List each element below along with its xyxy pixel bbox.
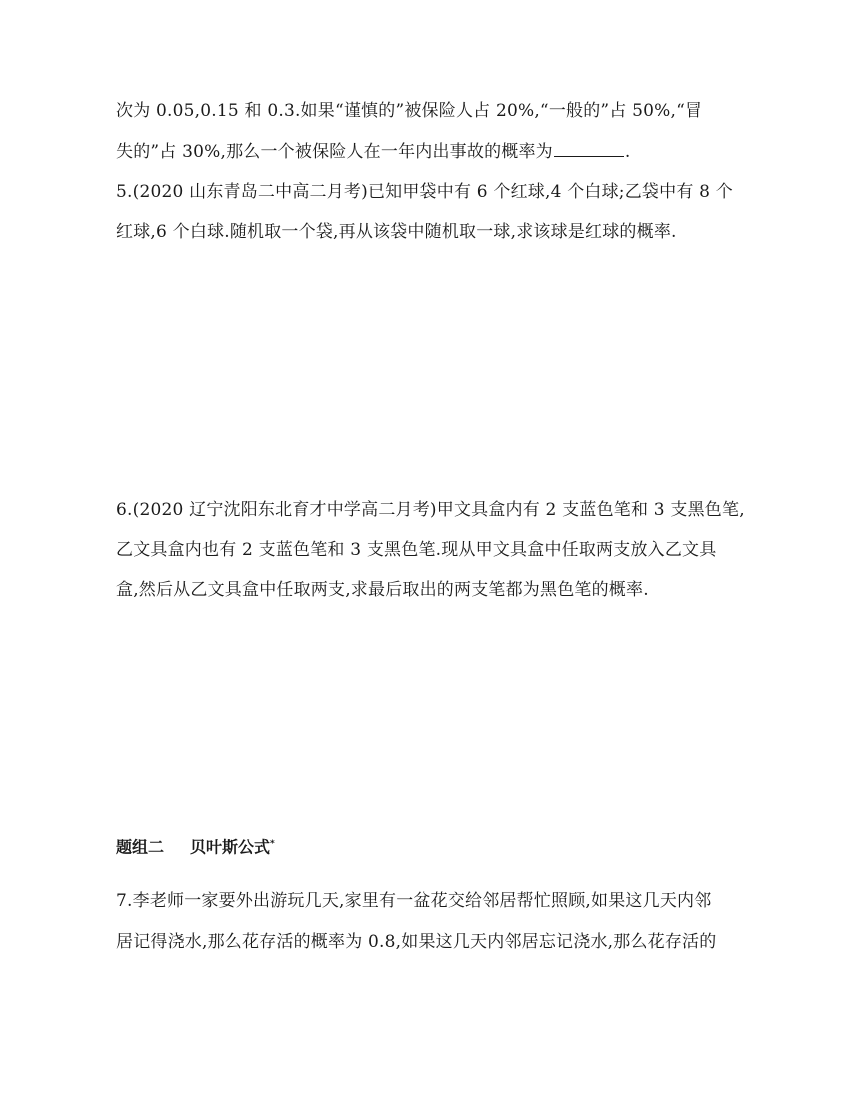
q6-text-line-3: 盒,然后从乙文具盒中任取两支,求最后取出的两支笔都为黑色笔的概率. [116,580,649,600]
q5-text-line-2: 红球,6 个白球.随机取一个袋,再从该袋中随机取一球,求该球是红球的概率. [116,222,677,242]
q4-text-line-2-start: 失的”占 30%,那么一个被保险人在一年内出事故的概率为 [116,142,553,162]
section-title: 贝叶斯公式 [190,837,271,857]
answer-blank [554,140,624,157]
q5-text-line-1: 5.(2020 山东青岛二中高二月考)已知甲袋中有 6 个红球,4 个白球;乙袋中有 8 个 [116,182,733,202]
q7-text-line-2: 居记得浇水,那么花存活的概率为 0.8,如果这几天内邻居忘记浇水,那么花存活的 [116,932,717,952]
q6-text-line-2: 乙文具盒内也有 2 支蓝色笔和 3 支黑色笔.现从甲文具盒中任取两支放入乙文具 [116,540,717,560]
q4-text-line-2 [116,140,756,164]
q4-text-line-1: 次为 0.05,0.15 和 0.3.如果“谨慎的”被保险人占 20%,“一般的”占 50%,“冒 [116,101,703,121]
q7-text-line-1: 7.李老师一家要外出游玩几天,家里有一盆花交给邻居帮忙照顾,如果这几天内邻 [116,891,712,911]
section-star-mark: * [270,839,275,849]
q4-text-line-2-end: . [624,142,631,162]
section-group-label: 题组二 [116,837,165,857]
section-heading [116,832,275,859]
q6-text-line-1: 6.(2020 辽宁沈阳东北育才中学高二月考)甲文具盒内有 2 支蓝色笔和 3 支黑色笔, [116,500,745,520]
